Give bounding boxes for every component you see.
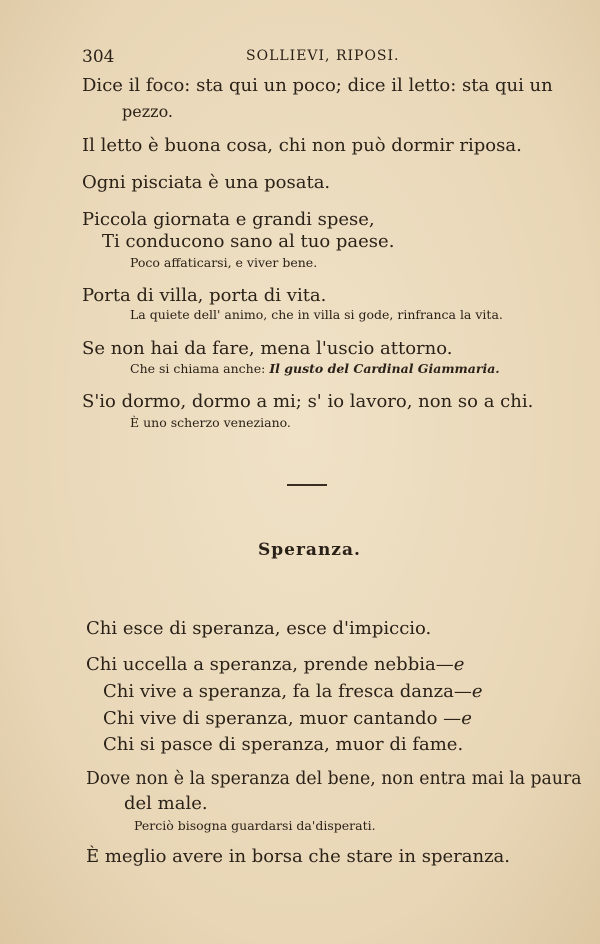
proverb-line: Ti conducono sano al tuo paese. [102, 231, 395, 252]
note-italic: Il gusto del Cardinal Giammaria. [269, 361, 500, 376]
proverb-line: Il letto è buona cosa, chi non può dormir riposa. [82, 135, 522, 156]
proverb-line: Ogni pisciata è una posata. [82, 172, 331, 193]
proverb-line: Porta di villa, porta di vita. [82, 285, 327, 306]
proverb-line [103, 708, 472, 729]
proverb-line: Se non hai da fare, mena l'uscio attorno. [82, 338, 453, 359]
proverb-line: Chi esce di speranza, esce d'impiccio. [86, 618, 432, 639]
section-divider [287, 484, 327, 486]
proverb-line: Chi si pasce di speranza, muor di fame. [103, 734, 464, 755]
proverb-line: Piccola giornata e grandi spese, [82, 209, 375, 230]
proverb-line: pezzo. [122, 102, 174, 121]
proverb-line: S'io dormo, dormo a mi; s' io lavoro, non so a chi. [82, 391, 534, 412]
proverb-note: Perciò bisogna guardarsi da'disperati. [134, 818, 376, 833]
verse-text: Chi vive a speranza, fa la fresca danza— [103, 681, 472, 702]
running-title: SOLLIEVI, RIPOSI. [246, 48, 400, 64]
page-number: 304 [82, 47, 115, 67]
proverb-line: Dove non è la speranza del bene, non entra mai la paura [86, 769, 582, 789]
proverb-line: del male. [124, 793, 208, 814]
proverb-note [130, 361, 500, 376]
verse-italic: e [461, 708, 472, 729]
proverb-note: La quiete dell' animo, che in villa si gode, rinfranca la vita. [130, 307, 503, 322]
proverb-line [103, 681, 483, 702]
section-title: Speranza. [258, 540, 361, 560]
proverb-line: Dice il foco: sta qui un poco; dice il letto: sta qui un [82, 75, 553, 96]
note-prefix: Che si chiama anche: [130, 361, 266, 376]
verse-italic: e [471, 681, 483, 702]
verse-text: Chi uccella a speranza, prende nebbia— [86, 654, 454, 675]
proverb-note: È uno scherzo veneziano. [130, 415, 291, 430]
verse-text: Chi vive di speranza, muor cantando — [103, 708, 462, 729]
proverb-line [86, 654, 464, 675]
proverb-line: È meglio avere in borsa che stare in speranza. [86, 846, 511, 867]
proverb-note: Poco affaticarsi, e viver bene. [130, 255, 318, 270]
verse-italic: e [453, 654, 465, 675]
